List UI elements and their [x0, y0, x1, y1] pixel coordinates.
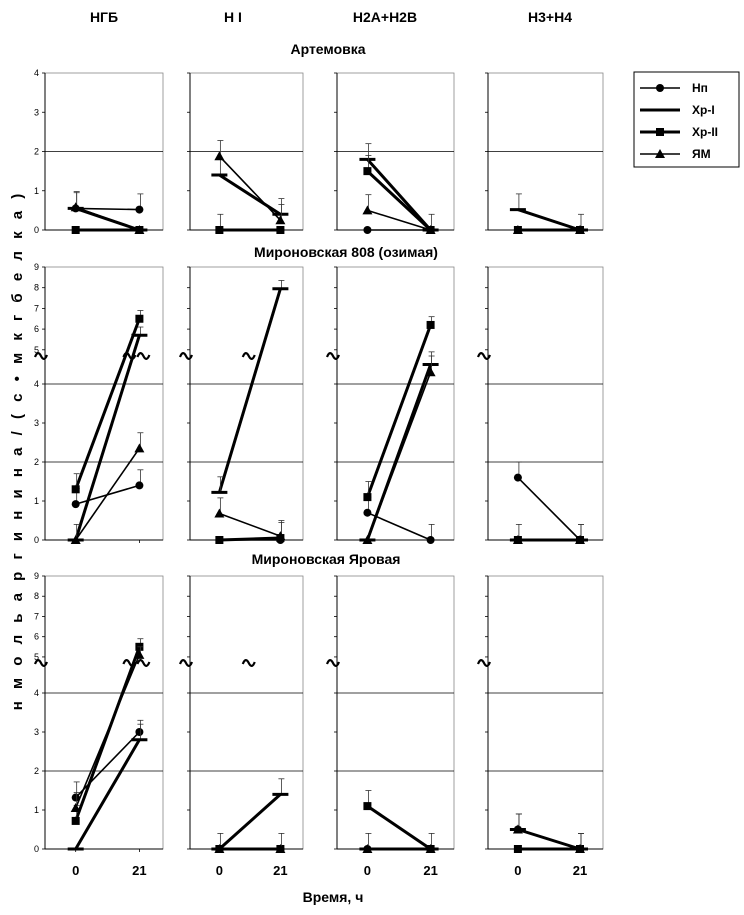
- y-tick-label: 5: [33, 344, 39, 355]
- series-line: [219, 156, 280, 220]
- series-line: [76, 655, 140, 808]
- x-tick-label: 0: [215, 863, 223, 878]
- data-point: [135, 206, 143, 214]
- series-dash: [359, 144, 438, 230]
- y-tick-label: 2: [33, 146, 39, 157]
- data-point: [427, 536, 435, 544]
- series-dash: [68, 724, 148, 849]
- series-line: [219, 538, 280, 540]
- panel-frame: [488, 267, 603, 540]
- row-titles: [252, 41, 438, 567]
- panel-r3-c2: [180, 576, 303, 878]
- axis-break-icon: [137, 353, 149, 359]
- data-point: [276, 226, 284, 234]
- legend: [634, 72, 739, 167]
- series-line: [76, 208, 140, 209]
- data-point: [135, 728, 143, 736]
- panels: [34, 68, 603, 878]
- y-tick-label: 0: [33, 844, 39, 854]
- y-tick-label: 8: [33, 282, 39, 293]
- panel-r2-c1: [34, 262, 163, 545]
- row-title-artemovka: Артемовка: [290, 41, 366, 57]
- data-point: [363, 493, 371, 501]
- data-point: [363, 509, 371, 517]
- data-point: [72, 817, 80, 825]
- axis-break-icon: [243, 660, 255, 666]
- row-title-mironovskaya-yarovaya: Мироновская Яровая: [251, 551, 401, 567]
- series-circle: [514, 462, 584, 544]
- data-point: [214, 151, 224, 160]
- y-tick-label: 2: [33, 457, 39, 467]
- panel-r3-c1: [34, 571, 163, 878]
- panel-r1-c2: [187, 73, 303, 234]
- y-axis-label: н м о л ь а р г и н и н а / ( с • м к г б е л к а ): [9, 189, 26, 711]
- column-header-h1: H I: [224, 9, 242, 25]
- legend-label: Хр-I: [692, 103, 715, 117]
- column-header-h3-h4: H3+H4: [528, 9, 572, 25]
- y-tick-label: 0: [33, 225, 39, 235]
- x-tick-label: 21: [273, 863, 288, 878]
- y-tick-label: 1: [33, 805, 39, 815]
- panel-r2-c2: [180, 267, 303, 544]
- y-tick-label: 4: [33, 379, 39, 389]
- series-line: [518, 478, 580, 540]
- series-line: [76, 207, 140, 230]
- y-tick-label: 3: [33, 107, 39, 118]
- data-point: [72, 226, 80, 234]
- y-tick-label: 4: [33, 688, 39, 698]
- x-tick-label: 0: [72, 863, 80, 878]
- legend-marker: [656, 128, 664, 136]
- series-line: [367, 171, 430, 230]
- series-line: [367, 325, 430, 497]
- series-triangle: [214, 498, 285, 540]
- series-line: [219, 794, 280, 849]
- data-point: [363, 167, 371, 175]
- panel-r2-c3: [327, 267, 454, 544]
- data-point: [135, 481, 143, 489]
- y-tick-label: 1: [33, 496, 39, 506]
- data-point: [72, 485, 80, 493]
- panel-frame: [337, 267, 454, 540]
- series-triangle: [71, 433, 145, 544]
- series-dash: [211, 779, 288, 849]
- column-headers: [90, 9, 572, 25]
- row-title-mironovskaya-808: Мироновская 808 (озимая): [254, 244, 438, 260]
- x-tick-label: 0: [363, 863, 372, 878]
- series-triangle: [71, 647, 145, 812]
- legend-label: Хр-II: [692, 125, 718, 139]
- y-tick-label: 3: [33, 418, 39, 428]
- series-line: [219, 175, 280, 214]
- panel-r3-c4: [478, 576, 603, 878]
- data-point: [362, 205, 372, 214]
- series-line: [76, 319, 140, 490]
- data-point: [134, 443, 144, 452]
- y-tick-label: 4: [33, 68, 39, 78]
- x-tick-label: 21: [423, 863, 438, 878]
- panel-r1-c1: [34, 68, 163, 235]
- panel-r2-c4: [478, 267, 603, 544]
- axis-break-icon: [243, 353, 255, 359]
- data-point: [514, 845, 522, 853]
- panel-r1-c3: [334, 73, 454, 234]
- data-point: [514, 474, 522, 482]
- series-square: [363, 317, 434, 501]
- y-tick-label: 9: [33, 571, 39, 581]
- series-triangle: [71, 192, 145, 234]
- y-tick-label: 7: [33, 611, 39, 622]
- series-line: [518, 830, 580, 850]
- data-point: [214, 508, 224, 517]
- series-line: [367, 372, 430, 540]
- series-dash: [68, 327, 148, 540]
- axis-break-icon: [137, 660, 149, 666]
- x-tick-label: 21: [132, 863, 147, 878]
- y-tick-label: 2: [33, 766, 39, 776]
- legend-label: Нп: [692, 81, 708, 95]
- series-line: [76, 732, 140, 798]
- data-point: [215, 536, 223, 544]
- panel-frame: [190, 576, 303, 849]
- series-square: [72, 310, 144, 493]
- series-square: [215, 214, 284, 234]
- y-tick-label: 9: [33, 262, 39, 272]
- x-tick-label: 21: [572, 863, 588, 878]
- data-point: [135, 315, 143, 323]
- data-point: [72, 500, 80, 508]
- panel-r1-c4: [485, 73, 603, 234]
- column-header-ngb: НГБ: [89, 9, 119, 25]
- data-point: [215, 226, 223, 234]
- series-circle: [72, 470, 144, 508]
- series-triangle: [513, 814, 585, 853]
- series-dash: [510, 194, 588, 230]
- legend-marker: [656, 84, 664, 92]
- panel-frame: [488, 576, 603, 849]
- y-tick-label: 7: [33, 303, 39, 314]
- y-tick-label: 1: [33, 185, 39, 196]
- data-point: [363, 802, 371, 810]
- series-triangle: [513, 535, 585, 544]
- y-tick-label: 6: [33, 324, 39, 335]
- data-point: [427, 321, 435, 329]
- series-line: [367, 806, 430, 849]
- series-line: [518, 210, 580, 230]
- series-line: [76, 335, 140, 540]
- series-dash: [211, 159, 288, 214]
- series-dash: [211, 280, 288, 492]
- y-tick-label: 8: [33, 591, 39, 602]
- legend-box: [634, 72, 739, 167]
- series-line: [219, 513, 280, 536]
- series-square: [363, 791, 434, 854]
- x-axis-label: Время, ч: [302, 889, 364, 905]
- y-tick-label: 0: [33, 535, 39, 545]
- x-tick-label: 0: [514, 863, 522, 878]
- legend-label: ЯМ: [692, 147, 711, 161]
- y-tick-label: 6: [33, 631, 39, 642]
- y-tick-label: 3: [33, 727, 39, 737]
- panel-frame: [45, 576, 163, 849]
- data-point: [363, 226, 371, 234]
- panel-frame: [337, 576, 454, 849]
- panel-r3-c3: [327, 576, 454, 878]
- series-triangle: [513, 225, 585, 234]
- column-header-h2a-h2b: H2A+H2B: [352, 9, 418, 25]
- y-tick-label: 5: [33, 651, 39, 662]
